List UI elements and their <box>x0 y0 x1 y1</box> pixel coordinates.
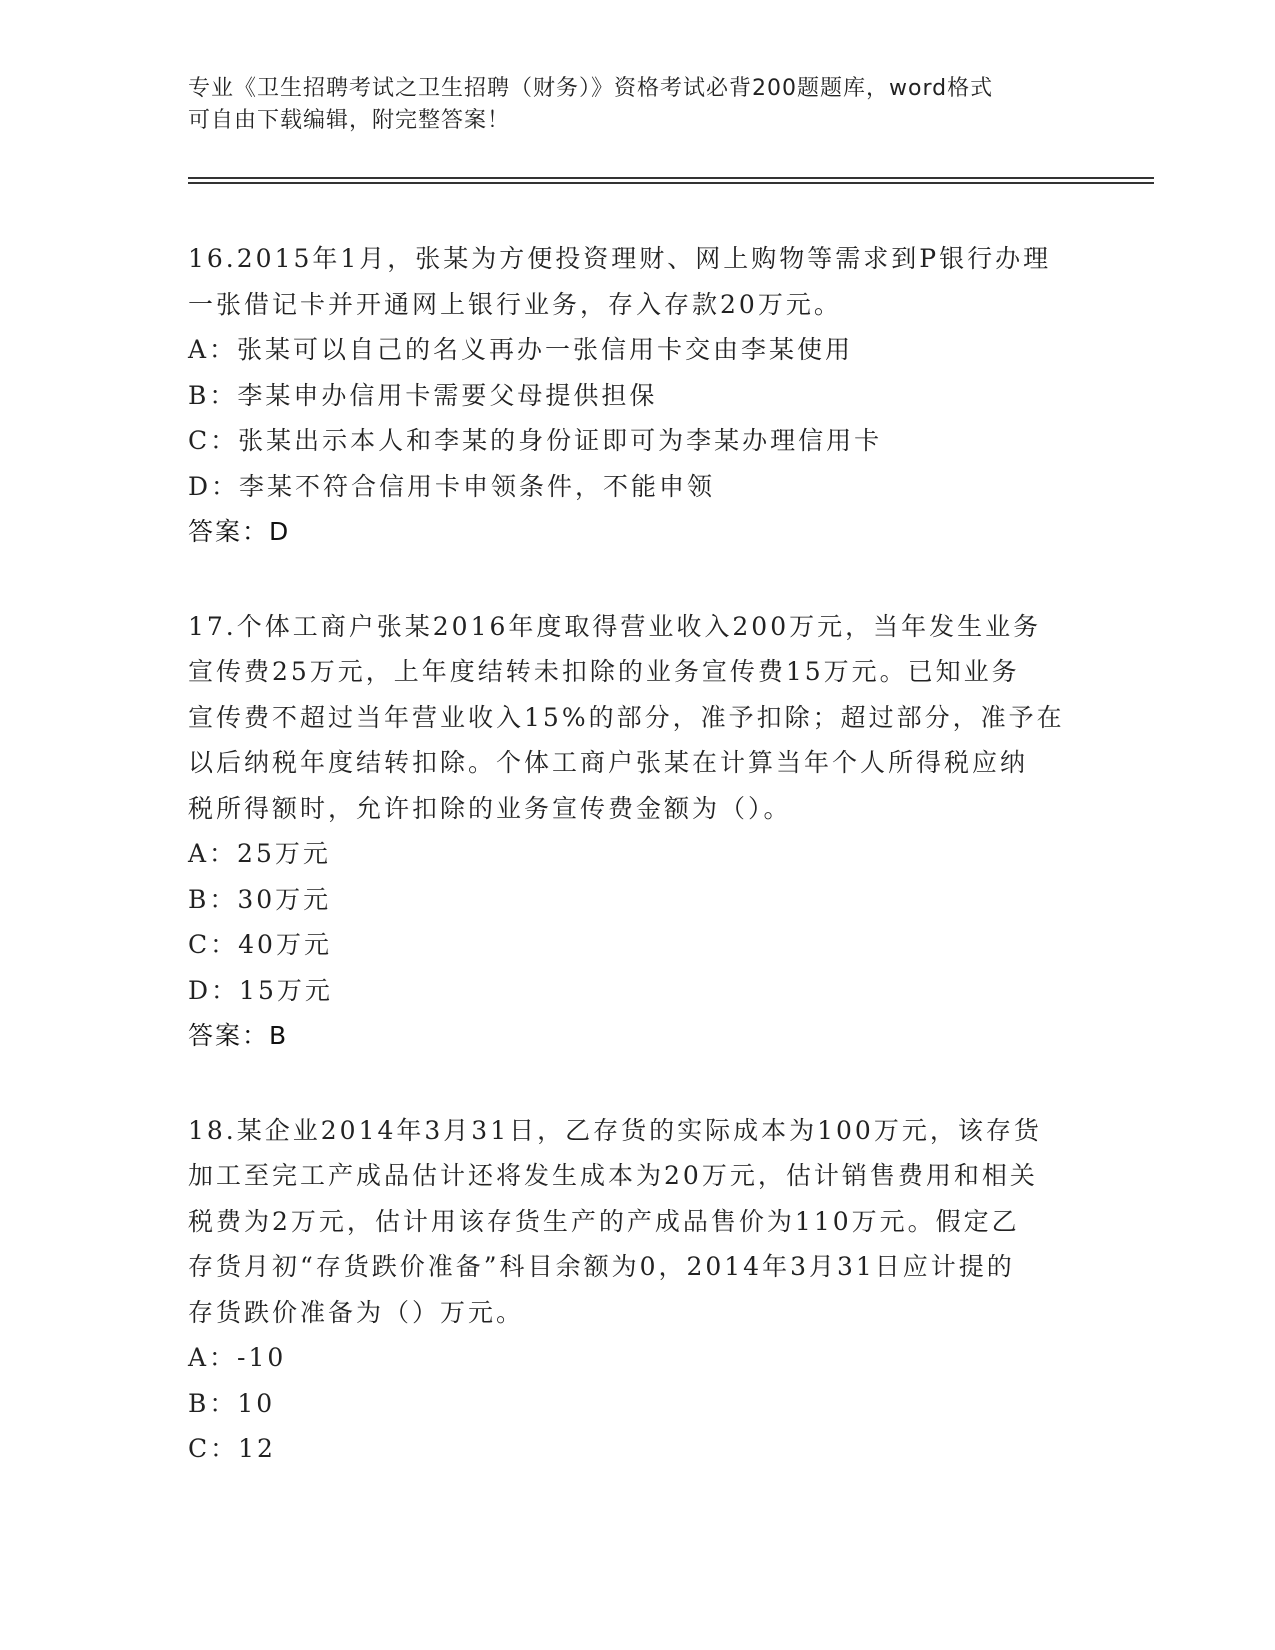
option-c: C：40万元 <box>188 930 332 959</box>
header-line-2: 可自由下载编辑，附完整答案！ <box>188 108 511 133</box>
option-d: D：15万元 <box>188 975 333 1005</box>
option-a: A：25万元 <box>188 839 331 868</box>
question-text-line: 18.某企业2014年3月31日，乙存货的实际成本为100万元，该存货 <box>188 1115 1042 1145</box>
document-header <box>188 73 1068 137</box>
question-text-line: 以后纳税年度结转扣除。个体工商户张某在计算当年个人所得税应纳 <box>188 748 1029 777</box>
question-17 <box>188 604 1088 1059</box>
option-d: D：李某不符合信用卡申领条件，不能申领 <box>188 471 716 501</box>
question-text-line: 宣传费不超过当年营业收入15%的部分，准予扣除；超过部分，准予在 <box>188 702 1065 732</box>
option-b: B：30万元 <box>188 884 332 914</box>
header-divider-bottom <box>188 182 1154 184</box>
option-a: A：-10 <box>188 1343 287 1372</box>
question-text-line: 税费为2万元，估计用该存货生产的产成品售价为110万元。假定乙 <box>188 1206 1020 1236</box>
answer-label: 答案：D <box>188 517 291 546</box>
option-a: A：张某可以自己的名义再办一张信用卡交由李某使用 <box>188 335 854 364</box>
option-b: B：10 <box>188 1388 276 1418</box>
option-c: C：张某出示本人和李某的身份证即可为李某办理信用卡 <box>188 426 883 455</box>
answer-label: 答案：B <box>188 1021 289 1050</box>
question-text-line: 一张借记卡并开通网上银行业务，存入存款20万元。 <box>188 289 842 319</box>
question-text-line: 宣传费25万元，上年度结转未扣除的业务宣传费15万元。已知业务 <box>188 657 1020 686</box>
question-text-line: 17.个体工商户张某2016年度取得营业收入200万元，当年发生业务 <box>188 611 1042 641</box>
option-c: C：12 <box>188 1434 276 1463</box>
question-16 <box>188 236 1088 555</box>
option-b: B：李某申办信用卡需要父母提供担保 <box>188 380 658 410</box>
question-18 <box>188 1108 1088 1472</box>
question-text-line: 加工至完工产成品估计还将发生成本为20万元，估计销售费用和相关 <box>188 1161 1038 1190</box>
question-text-line: 16.2015年1月，张某为方便投资理财、网上购物等需求到P银行办理 <box>188 244 1052 273</box>
question-text-line: 存货跌价准备为（）万元。 <box>188 1297 525 1327</box>
header-line-1: 专业《卫生招聘考试之卫生招聘（财务）》资格考试必背200题题库，word格式 <box>188 76 994 101</box>
question-list <box>188 236 1088 1521</box>
header-divider-top <box>188 177 1154 179</box>
question-text-line: 存货月初“存货跌价准备”科目余额为0，2014年3月31日应计提的 <box>188 1252 1015 1281</box>
question-text-line: 税所得额时，允许扣除的业务宣传费金额为（）。 <box>188 793 792 823</box>
